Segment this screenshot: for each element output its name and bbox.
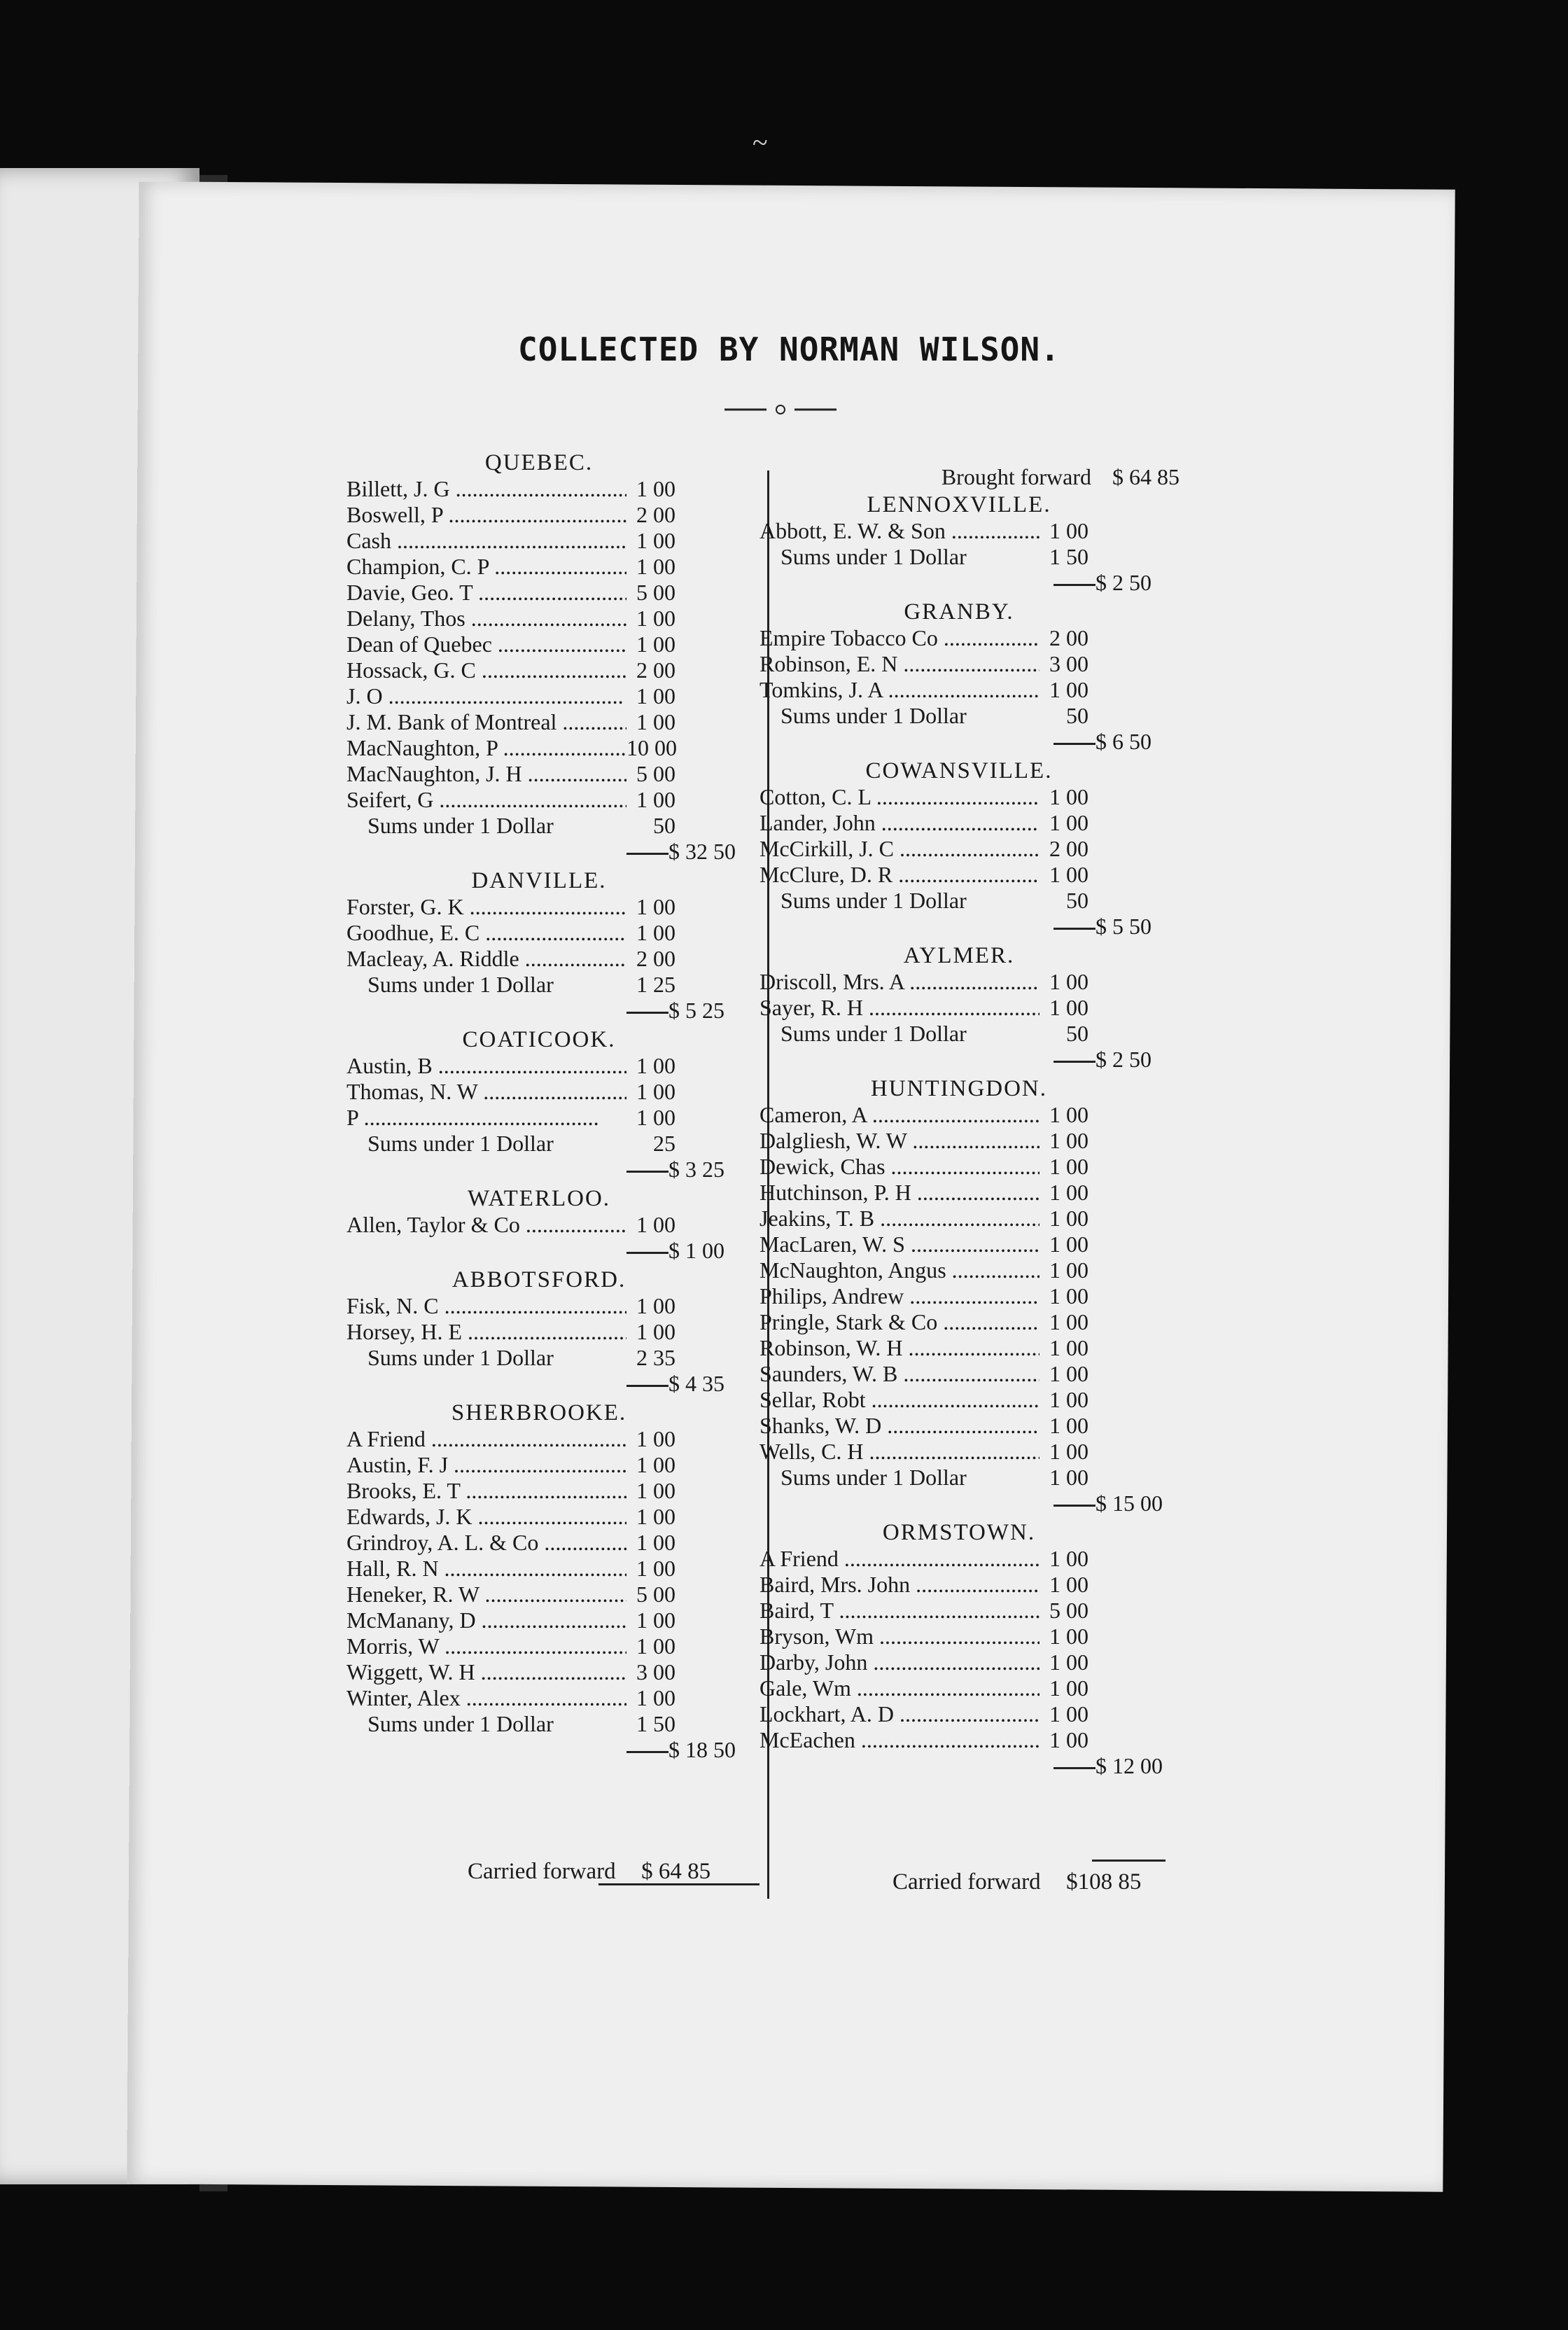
donor-row: [346, 787, 780, 813]
donor-name: Allen, Taylor & Co .....: [346, 1212, 626, 1238]
carried-forward-amount: $108 85: [1066, 1869, 1142, 1895]
section-total-row: [346, 1238, 780, 1266]
donor-row: [346, 528, 780, 554]
donor-amount: 1 00: [636, 1212, 676, 1237]
donor-row: [346, 476, 780, 502]
donor-name: Hutchinson, P. H .....: [760, 1180, 1040, 1206]
donor-row: [760, 1624, 1208, 1649]
donor-name: Forster, G. K .....: [346, 894, 626, 920]
sums-under-label: Sums under 1 Dollar: [780, 703, 967, 728]
donor-amount: 1 00: [1049, 1128, 1088, 1153]
sums-under-label: Sums under 1 Dollar: [368, 813, 554, 838]
section-total: $ 12 00: [1096, 1753, 1163, 1778]
total-dash: [1054, 743, 1096, 745]
sums-under-amount: 50: [1066, 888, 1088, 913]
sums-under-row: [346, 972, 780, 998]
sums-under-label: Sums under 1 Dollar: [368, 972, 554, 997]
donor-amount: 1 00: [1049, 1361, 1088, 1386]
donor-name: Edwards, J. K .....: [346, 1504, 626, 1530]
section-title: GRANBY.: [904, 599, 1014, 625]
donor-name: Lander, John .....: [760, 810, 1040, 836]
donor-row: [760, 625, 1208, 651]
donor-amount: 3 00: [1049, 651, 1088, 676]
donor-name: Heneker, R. W .....: [346, 1582, 626, 1607]
donor-amount: 1 00: [636, 683, 676, 709]
donor-row: [346, 709, 780, 735]
total-dash: [626, 1171, 668, 1173]
scan-mark: ~: [752, 127, 768, 158]
section-title: SHERBROOKE.: [451, 1400, 627, 1425]
donor-amount: 1 00: [1049, 969, 1088, 994]
donor-row: [760, 969, 1208, 995]
donor-row: [346, 632, 780, 657]
donor-row: [346, 920, 780, 946]
section-title: COWANSVILLE.: [865, 758, 1053, 783]
donor-amount: 5 00: [636, 1582, 676, 1607]
donor-name: McManany, D .....: [346, 1607, 626, 1633]
section-total: $ 32 50: [668, 839, 736, 864]
donor-name: J. M. Bank of Montreal .....: [346, 709, 626, 735]
donor-amount: 1 00: [1049, 1649, 1088, 1675]
section-total-row: [346, 839, 780, 867]
section-total-row: [760, 1753, 1208, 1781]
sums-under-label: Sums under 1 Dollar: [780, 1021, 967, 1046]
donor-amount: 3 00: [636, 1659, 676, 1684]
donor-name: Pringle, Stark & Co .....: [760, 1309, 1040, 1335]
sums-under-label: Sums under 1 Dollar: [368, 1711, 554, 1736]
sums-under-amount: 2 35: [636, 1345, 676, 1370]
donor-row: [346, 1478, 780, 1504]
section-total: $ 6 50: [1096, 729, 1152, 754]
sums-under-row: [760, 703, 1208, 729]
section-total-row: [760, 914, 1208, 942]
section-total-row: [760, 1491, 1208, 1519]
donor-row: [346, 554, 780, 580]
donor-name: Darby, John .....: [760, 1649, 1040, 1675]
sums-under-row: [346, 1711, 780, 1737]
donor-amount: 1 00: [636, 1556, 676, 1581]
section-total-row: [346, 1371, 780, 1399]
donor-amount: 2 00: [636, 657, 676, 683]
section-total-row: [346, 1737, 780, 1765]
sums-under-row: [346, 1131, 780, 1157]
donor-row: [760, 1102, 1208, 1128]
carried-forward-left: [468, 1859, 710, 1885]
donor-row: [760, 995, 1208, 1021]
donor-amount: 10 00: [626, 735, 677, 760]
section-total: $ 4 35: [668, 1371, 724, 1396]
donor-row: [346, 606, 780, 632]
donor-row: [760, 1701, 1208, 1727]
sums-under-amount: 1 00: [1049, 1465, 1088, 1490]
sums-under-row: [760, 888, 1208, 914]
donor-row: [346, 580, 780, 606]
brought-forward: [760, 464, 1208, 492]
donor-amount: 1 00: [636, 920, 676, 945]
donor-name: Fisk, N. C .....: [346, 1293, 626, 1319]
donor-name: Lockhart, A. D .....: [760, 1701, 1040, 1727]
donor-name: Baird, Mrs. John .....: [760, 1572, 1040, 1598]
donor-name: MacLaren, W. S .....: [760, 1232, 1040, 1257]
sums-under-amount: 50: [653, 813, 676, 838]
donor-row: [760, 677, 1208, 703]
donor-amount: 1 00: [1049, 1206, 1088, 1231]
sums-under-amount: 1 50: [1049, 544, 1088, 569]
donor-amount: 2 00: [636, 946, 676, 971]
donor-amount: 2 00: [636, 502, 676, 527]
left-column: [346, 450, 780, 1765]
total-dash: [626, 1012, 668, 1014]
donor-name: Bryson, Wm .....: [760, 1624, 1040, 1649]
section-total: $ 15 00: [1096, 1491, 1163, 1516]
donor-row: [760, 1283, 1208, 1309]
donor-row: [346, 1659, 780, 1685]
donor-amount: 1 00: [636, 606, 676, 631]
donor-row: [346, 1452, 780, 1478]
carried-forward-right: [892, 1869, 1141, 1895]
donor-amount: 1 00: [1049, 1701, 1088, 1726]
donor-name: Winter, Alex .....: [346, 1685, 626, 1711]
donor-row: [760, 1232, 1208, 1257]
donor-amount: 1 00: [1049, 862, 1088, 887]
donor-name: Jeakins, T. B .....: [760, 1206, 1040, 1232]
donor-name: Morris, W .....: [346, 1633, 626, 1659]
donor-amount: 1 00: [1049, 995, 1088, 1020]
donor-amount: 1 00: [636, 1426, 676, 1451]
donor-amount: 1 00: [636, 554, 676, 579]
donor-row: [346, 1319, 780, 1345]
donor-amount: 1 00: [1049, 1154, 1088, 1179]
donor-name: Wiggett, W. H .....: [346, 1659, 626, 1685]
donor-row: [760, 518, 1208, 544]
section-title: COATICOOK.: [462, 1027, 616, 1052]
donor-row: [760, 1439, 1208, 1465]
donor-name: Robinson, W. H .....: [760, 1335, 1040, 1361]
donor-name: Sellar, Robt .....: [760, 1387, 1040, 1413]
donor-amount: 1 00: [1049, 784, 1088, 809]
donor-amount: 1 00: [1049, 1309, 1088, 1334]
donor-name: Delany, Thos .....: [346, 606, 626, 632]
donor-name: Champion, C. P .....: [346, 554, 626, 580]
donor-amount: 1 00: [636, 1685, 676, 1710]
donor-amount: 1 00: [636, 1530, 676, 1555]
donor-name: Hossack, G. C .....: [346, 657, 626, 683]
donor-row: [346, 1685, 780, 1711]
donor-row: [760, 1727, 1208, 1753]
donor-row: [760, 1675, 1208, 1701]
donor-name: Empire Tobacco Co .....: [760, 625, 1040, 651]
sums-under-amount: 1 25: [636, 972, 676, 997]
section-title: HUNTINGDON.: [870, 1076, 1048, 1101]
donor-amount: 1 00: [1049, 1257, 1088, 1283]
donor-row: [346, 894, 780, 920]
donor-row: [346, 502, 780, 528]
donor-name: Baird, T .....: [760, 1598, 1040, 1624]
donor-amount: 1 00: [636, 1452, 676, 1477]
donor-name: Sayer, R. H .....: [760, 995, 1040, 1021]
donor-amount: 5 00: [636, 580, 676, 605]
donor-row: [346, 1426, 780, 1452]
donor-row: [760, 651, 1208, 677]
donor-amount: 1 00: [1049, 1232, 1088, 1257]
donor-row: [760, 1387, 1208, 1413]
donor-row: [346, 735, 780, 761]
donor-amount: 1 00: [636, 528, 676, 553]
donor-name: McNaughton, Angus .....: [760, 1257, 1040, 1283]
section-total: $ 5 25: [668, 998, 724, 1023]
donor-row: [346, 946, 780, 972]
donor-amount: 5 00: [636, 761, 676, 786]
section-total-row: [346, 1157, 780, 1185]
donor-name: Boswell, P .....: [346, 502, 626, 528]
sums-under-amount: 1 50: [636, 1711, 676, 1736]
sums-under-amount: 50: [1066, 703, 1088, 728]
donor-name: Davie, Geo. T .....: [346, 580, 626, 606]
donor-name: Horsey, H. E .....: [346, 1319, 626, 1345]
donor-row: [760, 1154, 1208, 1180]
title-ornament: [724, 403, 836, 417]
donor-amount: 1 00: [1049, 1624, 1088, 1649]
donor-amount: 1 00: [636, 1053, 676, 1078]
donor-amount: 1 00: [636, 1633, 676, 1659]
donor-amount: 1 00: [1049, 518, 1088, 543]
donor-name: Brooks, E. T .....: [346, 1478, 626, 1504]
donor-amount: 1 00: [636, 709, 676, 734]
total-dash: [626, 853, 668, 855]
donor-name: Austin, B .....: [346, 1053, 626, 1079]
section-title: DANVILLE.: [471, 868, 607, 893]
sums-under-amount: 50: [1066, 1021, 1088, 1046]
donor-amount: 1 00: [636, 787, 676, 812]
section-total: $ 1 00: [668, 1238, 724, 1263]
section-title: QUEBEC.: [484, 450, 594, 475]
donor-amount: 1 00: [636, 1504, 676, 1529]
donor-amount: 1 00: [636, 894, 676, 919]
donor-amount: 1 00: [636, 1079, 676, 1104]
donor-amount: 1 00: [636, 1607, 676, 1633]
donor-amount: 1 00: [1049, 1102, 1088, 1127]
carried-forward-rule-right: [1092, 1860, 1166, 1862]
donor-row: [346, 1530, 780, 1556]
donor-amount: 1 00: [636, 1319, 676, 1344]
donor-amount: 1 00: [1049, 1546, 1088, 1571]
donor-name: P .....: [346, 1105, 626, 1131]
donor-row: [760, 1598, 1208, 1624]
donor-row: [346, 683, 780, 709]
donor-name: Austin, F. J .....: [346, 1452, 626, 1478]
donor-row: [760, 1335, 1208, 1361]
sums-under-row: [760, 1465, 1208, 1491]
donor-name: McEachen .....: [760, 1727, 1040, 1753]
donor-amount: 1 00: [1049, 1675, 1088, 1701]
section-total-row: [760, 1047, 1208, 1075]
section-title: ABBOTSFORD.: [451, 1267, 626, 1292]
donor-amount: 2 00: [1049, 625, 1088, 650]
donor-name: Cash .....: [346, 528, 626, 554]
right-column: [760, 464, 1208, 1781]
donor-amount: 1 00: [1049, 1439, 1088, 1464]
donor-name: Macleay, A. Riddle .....: [346, 946, 626, 972]
donor-row: [346, 1293, 780, 1319]
donor-row: [760, 784, 1208, 810]
donor-name: Abbott, E. W. & Son .....: [760, 518, 1040, 544]
donor-name: Tomkins, J. A .....: [760, 677, 1040, 703]
donor-name: Dewick, Chas .....: [760, 1154, 1040, 1180]
section-total-row: [346, 998, 780, 1026]
donor-row: [760, 1361, 1208, 1387]
sums-under-row: [760, 544, 1208, 570]
donor-row: [346, 1556, 780, 1582]
donor-name: McClure, D. R .....: [760, 862, 1040, 888]
total-dash: [1054, 1505, 1096, 1507]
donor-row: [346, 1504, 780, 1530]
donor-name: Dean of Quebec .....: [346, 632, 626, 657]
sums-under-row: [346, 1345, 780, 1371]
donor-amount: 1 00: [636, 1478, 676, 1503]
donor-name: MacNaughton, J. H .....: [346, 761, 626, 787]
total-dash: [1054, 1767, 1096, 1769]
brought-forward-amount: $ 64 85: [1112, 464, 1180, 489]
donor-row: [760, 1309, 1208, 1335]
donor-amount: 1 00: [1049, 1283, 1088, 1309]
donor-row: [760, 1649, 1208, 1675]
donor-row: [346, 1212, 780, 1238]
sums-under-amount: 25: [653, 1131, 676, 1156]
donor-name: Billett, J. G .....: [346, 476, 626, 502]
section-total: $ 5 50: [1096, 914, 1152, 939]
donor-amount: 1 00: [1049, 810, 1088, 835]
donor-row: [760, 1413, 1208, 1439]
donor-name: Robinson, E. N .....: [760, 651, 1040, 677]
donor-amount: 1 00: [1049, 1387, 1088, 1412]
sums-under-label: Sums under 1 Dollar: [780, 544, 967, 569]
donor-amount: 1 00: [636, 1105, 676, 1130]
donor-row: [760, 810, 1208, 836]
donor-amount: 2 00: [1049, 836, 1088, 861]
donor-amount: 1 00: [1049, 1572, 1088, 1597]
donor-row: [346, 1607, 780, 1633]
donor-row: [760, 1546, 1208, 1572]
donor-name: A Friend .....: [346, 1426, 626, 1452]
donor-row: [346, 1079, 780, 1105]
donor-amount: 1 00: [1049, 677, 1088, 702]
section-title: ORMSTOWN.: [882, 1520, 1036, 1545]
sums-under-row: [346, 813, 780, 839]
donor-row: [346, 1053, 780, 1079]
section-title: WATERLOO.: [467, 1186, 611, 1211]
donor-name: Goodhue, E. C .....: [346, 920, 626, 946]
donor-amount: 1 00: [1049, 1180, 1088, 1205]
donor-name: Thomas, N. W .....: [346, 1079, 626, 1105]
section-total: $ 2 50: [1096, 1047, 1152, 1072]
sums-under-row: [760, 1021, 1208, 1047]
donor-name: MacNaughton, P .....: [346, 735, 626, 761]
donor-amount: 1 00: [1049, 1413, 1088, 1438]
donor-name: McCirkill, J. C .....: [760, 836, 1040, 862]
donor-row: [346, 761, 780, 787]
donor-name: Gale, Wm .....: [760, 1675, 1040, 1701]
donor-name: J. O .....: [346, 683, 626, 709]
donor-row: [346, 1105, 780, 1131]
donor-name: Seifert, G .....: [346, 787, 626, 813]
donor-amount: 1 00: [636, 476, 676, 501]
carried-forward-label: Carried forward: [892, 1869, 1041, 1895]
brought-forward-label: Brought forward: [941, 464, 1091, 489]
donor-row: [760, 836, 1208, 862]
donor-name: Dalgliesh, W. W .....: [760, 1128, 1040, 1154]
section-total: $ 3 25: [668, 1157, 724, 1182]
total-dash: [626, 1252, 668, 1254]
section-total-row: [760, 570, 1208, 598]
section-total: $ 2 50: [1096, 570, 1152, 595]
donor-name: Shanks, W. D .....: [760, 1413, 1040, 1439]
section-title: AYLMER.: [903, 943, 1015, 968]
page-title: COLLECTED BY NORMAN WILSON.: [518, 330, 1060, 368]
sums-under-label: Sums under 1 Dollar: [368, 1131, 554, 1156]
donor-row: [760, 1128, 1208, 1154]
sums-under-label: Sums under 1 Dollar: [368, 1345, 554, 1370]
donor-amount: 1 00: [636, 632, 676, 657]
donor-name: Saunders, W. B .....: [760, 1361, 1040, 1387]
total-dash: [1054, 928, 1096, 930]
donor-name: Philips, Andrew .....: [760, 1283, 1040, 1309]
donor-name: Cotton, C. L .....: [760, 784, 1040, 810]
section-total-row: [760, 729, 1208, 757]
donor-row: [346, 1582, 780, 1607]
donor-name: Driscoll, Mrs. A .....: [760, 969, 1040, 995]
total-dash: [1054, 584, 1096, 586]
donor-name: Cameron, A .....: [760, 1102, 1040, 1128]
donor-row: [346, 1633, 780, 1659]
donor-amount: 5 00: [1049, 1598, 1088, 1623]
total-dash: [626, 1385, 668, 1387]
total-dash: [626, 1751, 668, 1753]
sums-under-label: Sums under 1 Dollar: [780, 888, 967, 913]
donor-row: [760, 1257, 1208, 1283]
donor-row: [760, 1572, 1208, 1598]
total-dash: [1054, 1061, 1096, 1063]
donor-row: [346, 657, 780, 683]
donor-amount: 1 00: [1049, 1335, 1088, 1360]
carried-forward-label: Carried forward: [468, 1859, 616, 1884]
donor-row: [760, 862, 1208, 888]
donor-row: [760, 1180, 1208, 1206]
donor-name: Grindroy, A. L. & Co .....: [346, 1530, 626, 1556]
section-title: LENNOXVILLE.: [867, 492, 1051, 517]
carried-forward-amount: $ 64 85: [641, 1859, 711, 1884]
donor-name: Wells, C. H .....: [760, 1439, 1040, 1465]
donor-row: [760, 1206, 1208, 1232]
donor-name: A Friend .....: [760, 1546, 1040, 1572]
section-total: $ 18 50: [668, 1737, 736, 1762]
donor-amount: 1 00: [636, 1293, 676, 1318]
donor-amount: 1 00: [1049, 1727, 1088, 1752]
sums-under-label: Sums under 1 Dollar: [780, 1465, 967, 1490]
donor-name: Hall, R. N .....: [346, 1556, 626, 1582]
